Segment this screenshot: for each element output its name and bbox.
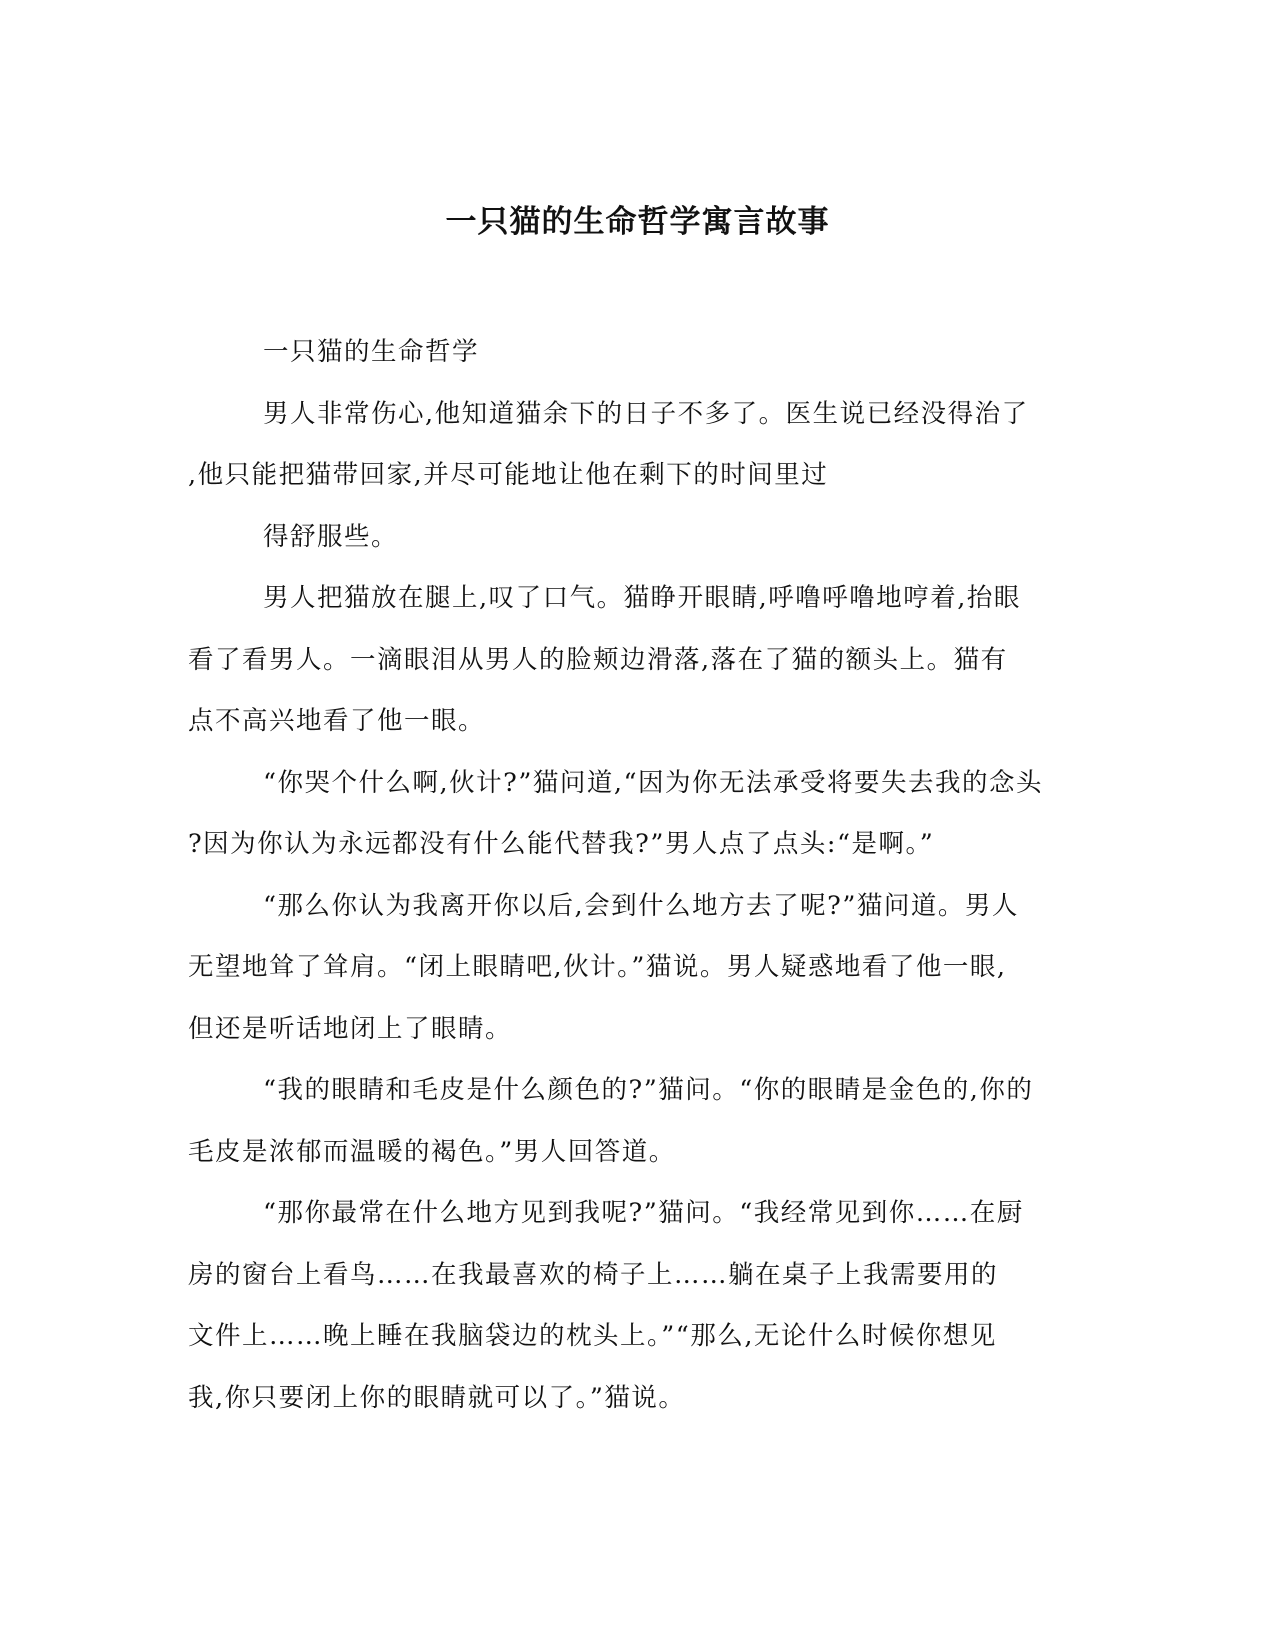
text-line: 房的窗台上看鸟……在我最喜欢的椅子上……躺在桌子上我需要用的 (188, 1259, 999, 1290)
text-line: “我的眼睛和毛皮是什么颜色的?”猫问。“你的眼睛是金色的,你的 (263, 1075, 1034, 1105)
text-line: “你哭个什么啊,伙计?”猫问道,“因为你无法承受将要失去我的念头 (263, 767, 1043, 798)
text-line: 无望地耸了耸肩。“闭上眼睛吧,伙计。”猫说。男人疑惑地看了他一眼, (188, 952, 1007, 982)
text-line: 毛皮是浓郁而温暖的褐色。”男人回答道。 (188, 1136, 676, 1167)
text-line: 一只猫的生命哲学 (263, 337, 480, 367)
text-line: “那你最常在什么地方见到我呢?”猫问。“我经常见到你……在厨 (263, 1198, 1024, 1228)
text-line: “那么你认为我离开你以后,会到什么地方去了呢?”猫问道。男人 (263, 890, 1019, 921)
text-line: ,他只能把猫带回家,并尽可能地让他在剩下的时间里过 (188, 460, 829, 490)
text-line: 男人把猫放在腿上,叹了口气。猫睁开眼睛,呼噜呼噜地哼着,抬眼 (263, 583, 1021, 613)
document-title: 一只猫的生命哲学寓言故事 (445, 204, 830, 240)
text-line: 得舒服些。 (263, 521, 399, 552)
text-line: ?因为你认为永远都没有什么能代替我?”男人点了点头:“是啊。” (188, 829, 935, 859)
document-body (188, 322, 1078, 1429)
text-line: 我,你只要闭上你的眼睛就可以了。”猫说。 (188, 1382, 686, 1413)
text-line: 男人非常伤心,他知道猫余下的日子不多了。医生说已经没得治了 (263, 398, 1029, 429)
text-line: 文件上……晚上睡在我脑袋边的枕头上。”“那么,无论什么时候你想见 (188, 1321, 997, 1351)
text-line: 看了看男人。一滴眼泪从男人的脸颊边滑落,落在了猫的额头上。猫有 (188, 644, 1008, 675)
text-line: 但还是听话地闭上了眼睛。 (188, 1013, 513, 1044)
text-line: 点不高兴地看了他一眼。 (188, 706, 486, 736)
